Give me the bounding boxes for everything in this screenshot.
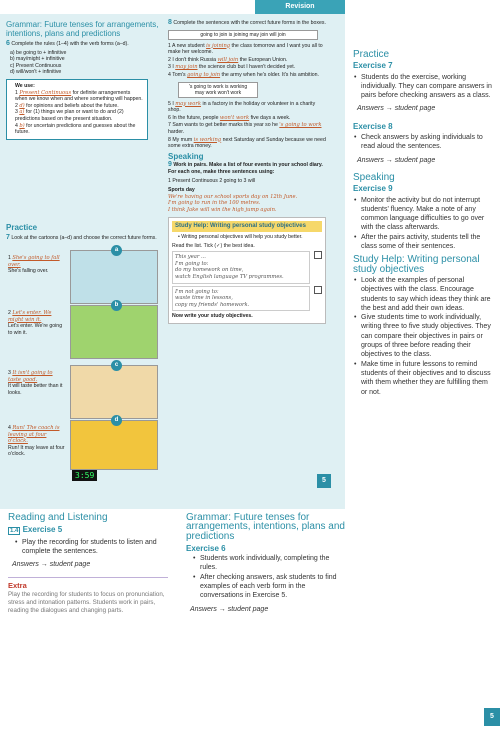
ex8-b: harder. (168, 128, 185, 135)
cartoon-answer: Run! The coach is leaving at four o'clock. (8, 425, 60, 445)
ex8-a: Sam wants to get better marks this year so he (172, 122, 280, 129)
cartoon-answer: She's going to fall over. (8, 255, 60, 268)
box-word: may work (194, 89, 218, 96)
ex8-b: in a factory in the holiday or volunteer in a charity shop. (168, 100, 316, 114)
reading-listening-title: Reading and Listening (8, 512, 108, 523)
ex8-a: My mum (172, 136, 194, 143)
bullet-item: • Students do the exercise, working individually. They can compare answers in pairs before checking answers as a class. (361, 73, 495, 101)
ex8-num: 8 (168, 136, 173, 143)
rule-answer: a) (19, 109, 25, 116)
ex8-item (168, 115, 328, 122)
ex8-answer: is joining (206, 42, 231, 49)
right-practice-title: Practice (353, 49, 390, 60)
practice-section (6, 225, 161, 241)
ex8-b: the class tomorrow and I want you all to make her welcome. (168, 42, 323, 56)
ex8-a: A new student (172, 42, 207, 49)
study-help-read: Read the list. Tick (✓) the best idea. (172, 242, 255, 249)
cartoon-letter-icon: c (111, 360, 122, 371)
ex8-a: In the future, people (172, 114, 220, 121)
rule-text: for uncertain predictions and guesses about the future. (15, 122, 136, 136)
speaking-title: Speaking (168, 151, 204, 161)
right-ex7-list (353, 73, 495, 101)
ex9-number: 9 (168, 161, 172, 169)
ex8-num: 6 (168, 114, 173, 121)
rule-answer: b) (19, 122, 25, 129)
cartoon-alt: Run! It may leave at four o'clock. (8, 444, 65, 458)
ex8-answer: won't work (219, 114, 250, 121)
grammar-notes (186, 513, 346, 622)
ex8-answer: will join (217, 56, 239, 63)
practice-title: Practice (6, 223, 38, 232)
bm-ex6-title: Exercise 6 (186, 543, 226, 553)
sports-day-lines (168, 194, 328, 214)
box-word: is working (224, 83, 248, 90)
ex8-answer: going to join (187, 71, 221, 78)
sports-line: I'm going to run in the 100 metres. (168, 200, 261, 207)
ex7-number: 7 (6, 233, 10, 241)
verb-form-item: c) Present Continuous (10, 62, 62, 69)
right-speaking-title: Speaking (353, 171, 395, 183)
right-ex7-title: Exercise 7 (353, 61, 393, 71)
bullet-item: • Check answers by asking individuals to read aloud the sentences. (361, 133, 495, 152)
extra-title: Extra (8, 581, 27, 591)
right-ex9-list (353, 196, 495, 252)
note-line: copy my friends' homework. (175, 301, 250, 308)
bl-ex5-title: Exercise 5 (22, 525, 63, 535)
note-line: I'm not going to: (175, 288, 219, 295)
bullet-item: • Give students time to work individually, writing three to five study objectives. They can compare their objectives in pairs or groups of three before reading their objectives to the class. (361, 313, 495, 359)
bullet-item: • Monitor the activity but do not interrupt students' fluency. Make a note of any common language difficulties to go over with the class afterwards. (361, 196, 495, 233)
cartoon-line (8, 425, 66, 445)
cartoon-number: 1 (8, 255, 13, 261)
grammar-title: Grammar: Future tenses for arrangements, intentions, plans and predictions (6, 20, 159, 38)
audio-track-icon[interactable]: 1.4 (10, 528, 19, 535)
note-line: This year ... (175, 254, 206, 261)
rule-text: for definite arrangements when we know when and where something will happen. (15, 89, 143, 103)
study-help-bullet: Writing personal objectives will help you study better. (181, 234, 303, 241)
ex8-num: 4 (168, 71, 173, 78)
ex8-answer: may work (175, 100, 201, 107)
cartoon-text (8, 370, 66, 396)
ex8-a: I (172, 64, 176, 71)
cartoon-answer: Let's enter. We might win it. (8, 310, 52, 323)
cartoon-text (8, 310, 66, 336)
ex8-a: I (172, 100, 176, 107)
rule-number: 2 (15, 102, 20, 109)
rule-number: 3 (15, 109, 20, 116)
cartoon-line (8, 255, 66, 268)
bullet-item: • Look at the examples of personal objectives with the class. Encourage students to say which ideas they think are the best and add their own ideas. (361, 276, 495, 313)
ex8-instructions: Complete the sentences with the correct future forms in the boxes. (173, 20, 326, 26)
rules-list (15, 90, 143, 136)
rule-number: 1 (15, 89, 20, 96)
verb-form-item: d) will/won't + infinitive (10, 69, 62, 76)
cartoon-line (8, 370, 66, 383)
verb-forms-list (10, 50, 161, 76)
study-help-title: Study Help: Writing personal study objectives (172, 221, 322, 232)
ex9-forms: 1 Present Continuous 2 going to 3 will (168, 177, 256, 184)
bullet-item: • Play the recording for students to listen and complete the sentences. (22, 538, 168, 557)
right-study-title: Study Help: Writing personal study objectives (353, 254, 480, 275)
rule-text: for opinions and beliefs about the future. (24, 102, 119, 109)
right-ex8-title: Exercise 8 (353, 121, 393, 131)
ex8-num: 7 (168, 122, 173, 129)
cartoon-text (8, 425, 66, 458)
right-ex9-title: Exercise 9 (353, 184, 393, 194)
extra-text: Play the recording for students to focus on pronunciation, stress and intonation patterns. Students work in pairs, reading the dialogues and changing parts. (8, 590, 165, 615)
teacher-notes-right (353, 50, 495, 397)
page-box: 5 (317, 474, 331, 488)
cartoon-picture (70, 302, 158, 359)
cartoon-picture (70, 417, 158, 470)
ex8-a: I don't think Russia (172, 56, 218, 63)
grammar-section (6, 20, 161, 140)
study-help-now: Now write your study objectives. (172, 313, 253, 320)
bullet-item: • After checking answers, ask students to find examples of each verb form in the conversations in Exercise 5. (200, 573, 346, 601)
verb-box-join: going to join is joining may join will join (168, 30, 318, 40)
notes-card-1 (172, 251, 310, 283)
ex8-b: five days a week. (249, 114, 291, 121)
ex6-instructions: Complete the rules (1–4) with the verb forms (a–d). (11, 41, 129, 47)
ex6-number: 6 (6, 40, 10, 47)
ex8-b: the science club but I haven't decided yet. (197, 64, 296, 71)
cartoon-alt: Let's enter. We're going to win it. (8, 323, 63, 336)
right-study-list (353, 276, 495, 397)
note-line: waste time in lessons, (175, 295, 233, 302)
study-help-box: Study Help: Writing personal study objectives • Writing personal objectives will help you study better. Read the list. Tick (✓) the best idea. This year ... I'm going to: do my homework on time, watch English language TV programmes. I'm not going to: waste time in lessons, copy my friends' homework. Now write your study objectives. (168, 217, 326, 324)
cartoon-picture (70, 247, 158, 304)
ex8-section (168, 20, 328, 324)
box-word: 's going to work (188, 83, 225, 90)
ex7-instructions: Look at the cartoons (a–d) and choose the correct future forms. (11, 234, 157, 241)
rule-item (15, 123, 143, 136)
cartoon-alt: It will taste better than it looks. (8, 383, 63, 396)
bullet-item: • Make time in future lessons to remind students of their objectives and to discuss with them whether they are fulfilling them or not. (361, 360, 495, 397)
cartoon-answer: It isn't going to taste good. (8, 370, 53, 383)
bl-list (8, 538, 168, 557)
tick-box-1[interactable] (314, 251, 322, 259)
cartoon-number: 4 (8, 425, 13, 431)
bl-answers: Answers → student page (12, 561, 91, 569)
ex8-answer: may join (175, 64, 198, 71)
note-line: watch English language TV programmes. (175, 274, 284, 281)
tick-box-2[interactable] (314, 286, 322, 294)
ex8-item (168, 72, 328, 79)
ex8-num: 2 (168, 56, 173, 63)
box-word: won't work (217, 89, 242, 96)
note-line: I'm going to: (175, 260, 209, 267)
verb-form-item: a) be going to + infinitive (10, 49, 67, 56)
rule-answer: Present Continuous (19, 89, 72, 96)
sports-line: We're having our school sports day on 12th June. (168, 193, 298, 200)
rule-text: for (1) things we plan or want to do and (2) predictions based on the present situation. (15, 109, 124, 122)
rule-item (15, 90, 143, 103)
right-ex8-list (353, 133, 495, 152)
notes-card-2 (172, 286, 310, 312)
ex8-item (168, 122, 328, 135)
ex8-item (168, 137, 328, 150)
cartoon-text (8, 255, 66, 275)
ex8-b: next Saturday and Sunday because we need some extra money. (168, 136, 326, 150)
cartoon-line (8, 310, 66, 323)
ex8-answer: 's going to work (279, 122, 322, 129)
ex8-a: Tom's (172, 71, 188, 78)
revision-header: Revision (255, 0, 345, 14)
bullet-item: • Students work individually, completing the rules. (200, 554, 346, 573)
cartoon-letter-icon: d (111, 415, 122, 426)
right-ex7-answers: Answers → student page (357, 105, 436, 113)
verb-box-work (178, 82, 258, 98)
ex8-item (168, 101, 328, 114)
extra-box (8, 577, 168, 615)
cartoon-alt: She's falling over. (8, 268, 49, 275)
rule-number: 4 (15, 122, 20, 129)
rule-item (15, 109, 143, 122)
bm-answers: Answers → student page (190, 605, 269, 613)
sports-day-label: Sports day (168, 187, 195, 194)
ex8-items-b (168, 101, 328, 150)
ex8-item (168, 64, 328, 71)
verb-form-item: b) may/might + infinitive (10, 56, 65, 63)
cartoon-letter-icon: a (111, 245, 122, 256)
ex9-instructions: Work in pairs. Make a list of four events in your school diary. For each one, make three sentences using: (168, 162, 323, 175)
ex8-items-a (168, 43, 328, 79)
sports-line: I think Jake will win the high jump again. (168, 206, 277, 213)
reading-listening-notes (8, 513, 168, 616)
ex8-num: 3 (168, 64, 173, 71)
ex8-number: 8 (168, 19, 172, 26)
rule-answer: d) (19, 102, 25, 109)
we-use-label: We use: (15, 82, 35, 89)
rules-box (6, 79, 148, 140)
ex8-b: the European Union. (238, 56, 288, 63)
ex8-answer: is working (193, 136, 222, 143)
ex8-b: the army when he's older. It's his ambition. (220, 71, 319, 78)
page-number: 5 (484, 708, 500, 726)
digital-clock: 3:59 (72, 470, 97, 481)
ex8-num: 1 (168, 42, 173, 49)
cartoon-number: 3 (8, 370, 13, 376)
note-line: do my homework on time, (175, 267, 244, 274)
bm-title: Grammar: Future tenses for arrangements, intentions, plans and predictions (186, 512, 345, 542)
ex8-num: 5 (168, 100, 173, 107)
right-ex8-answers: Answers → student page (357, 156, 436, 164)
cartoon-picture (70, 362, 158, 419)
bullet-item: • After the pairs activity, students tell the class some of their sentences. (361, 233, 495, 252)
bm-list (186, 554, 346, 600)
cartoon-letter-icon: b (111, 300, 122, 311)
ex8-item (168, 57, 328, 64)
ex8-item (168, 43, 328, 56)
cartoon-number: 2 (8, 310, 13, 316)
